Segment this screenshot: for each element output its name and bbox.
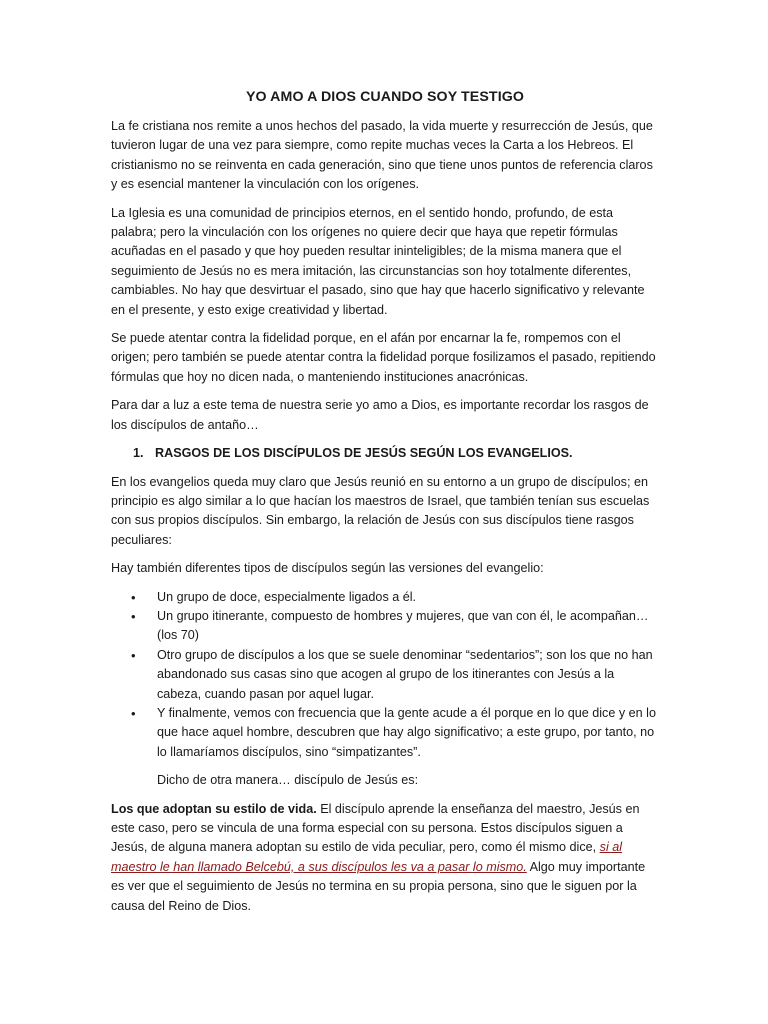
dicho-line: Dicho de otra manera… discípulo de Jesús es: <box>157 773 419 788</box>
lead-sentence: Los que adoptan su estilo de vida. <box>111 801 317 816</box>
paragraph-iglesia: La Iglesia es una comunidad de principios eternos, en el sentido hondo, profundo, de esta palabra; pero la vinculación con los orígenes no quiere decir que haya que repetir fórmulas acuñadas en el pasado y que hoy pueden resultar ininteligibles; de la misma manera que el seguimiento de Jesús no es mera imitación, las circunstancias son hoy totalmente diferentes, cambiables. No hay que desvirtuar el pasado, sino que hay que hacerlo significativo y relevante en el presente, y esto exige creatividad y libertad. <box>111 205 645 317</box>
paragraph-evangelios: En los evangelios queda muy claro que Jesús reunió en su entorno a un grupo de discípulos; en principio es algo similar a lo que hacían los maestros de Israel, que también tenían sus escuelas con sus propios discípulos. Sin embargo, la relación de Jesús con sus discípulos tiene rasgos peculiares: <box>111 474 650 547</box>
body-text-end: Algo muy importante es ver que el seguimiento de Jesús no termina en su propia persona, sino que le siguen por la causa del Reino de Dios. <box>111 859 646 913</box>
bullet-icon: • <box>131 589 136 605</box>
paragraph-estilo-de-vida <box>111 800 659 916</box>
scripture-quote: si al maestro le han llamado Belcebú, a sus discípulos les va a pasar lo mismo. <box>111 840 623 874</box>
list-item-text: Y finalmente, vemos con frecuencia que la gente acude a él porque en lo que dice y en lo que hace aquel hombre, descubren que hay algo significativo; a este grupo, por tanto, no lo llamaríamos discípulos, sino “simpatizantes”. <box>157 705 656 759</box>
paragraph-tema: Para dar a luz a este tema de nuestra serie yo amo a Dios, es importante recordar los rasgos de los discípulos de antaño… <box>111 398 649 432</box>
bullet-icon: • <box>131 608 136 624</box>
list-item <box>111 704 659 762</box>
section-number: 1. <box>133 446 144 461</box>
bullet-list <box>111 588 659 763</box>
document-page <box>111 88 659 925</box>
list-item-text: Otro grupo de discípulos a los que se suele denominar “sedentarios”; son los que no han abandonado sus casas sino que acogen al grupo de los itinerantes con Jesús a la cabeza, cuando pasan por aquel lugar. <box>157 647 653 701</box>
document-title: YO AMO A DIOS CUANDO SOY TESTIGO <box>245 89 525 105</box>
list-item-text: Un grupo itinerante, compuesto de hombres y mujeres, que van con él, le acompañan…(los 70) <box>157 608 649 643</box>
section-heading <box>111 444 659 463</box>
paragraph-tipos: Hay también diferentes tipos de discípulos según las versiones del evangelio: <box>111 561 544 576</box>
list-item <box>111 588 659 607</box>
list-item <box>111 607 659 646</box>
list-item-text: Un grupo de doce, especialmente ligados a él. <box>157 589 417 604</box>
bullet-icon: • <box>131 705 136 721</box>
bullet-icon: • <box>131 647 136 663</box>
paragraph-intro: La fe cristiana nos remite a unos hechos del pasado, la vida muerte y resurrección de Jesús, que tuvieron lugar de una vez para siempre, como repite muchas veces la Carta a los Hebreos. El cristianismo no se reinventa en cada generación, sino que tiene unos puntos de referencia claros y es esencial mantener la vinculación con los orígenes. <box>111 119 653 192</box>
paragraph-fidelidad: Se puede atentar contra la fidelidad porque, en el afán por encarnar la fe, rompemos con el origen; pero también se puede atentar contra la fidelidad porque fosilizamos el pasado, repitiendo fórmulas que hoy no dicen nada, o manteniendo instituciones anacrónicas. <box>111 331 656 384</box>
body-text: El discípulo aprende la enseñanza del maestro, Jesús en este caso, pero se vincula de una forma especial con su persona. Estos discípulos siguen a Jesús, de alguna manera adoptan su estilo de vida peculiar, pero, como él mismo dice, <box>111 801 640 855</box>
list-item <box>111 646 659 704</box>
section-heading-text: RASGOS DE LOS DISCÍPULOS DE JESÚS SEGÚN LOS EVANGELIOS. <box>155 446 573 461</box>
